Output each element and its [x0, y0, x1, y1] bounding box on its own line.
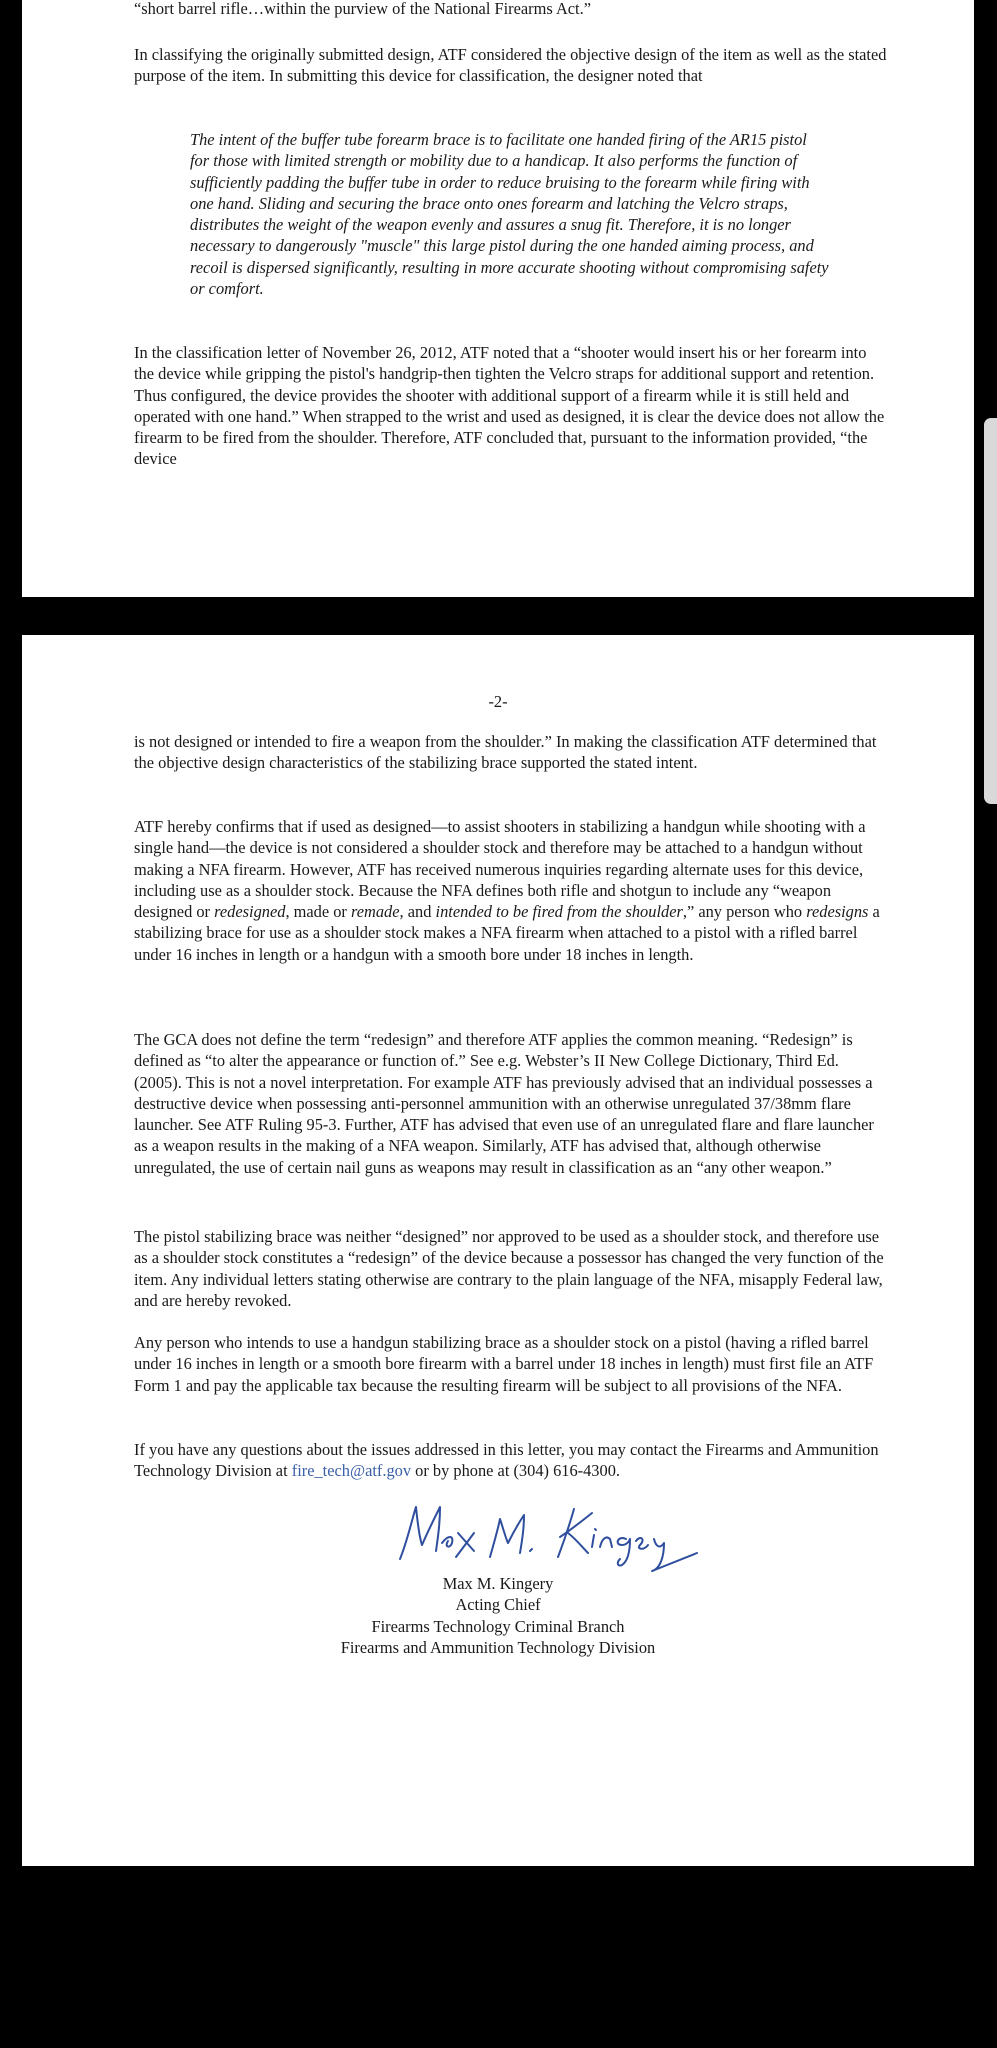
text-run: or by phone at (304) 616-4300.	[411, 1461, 620, 1481]
paragraph-form-1: Any person who intends to use a handgun stabilizing brace as a shoulder stock on a pistol (having a rifled barrel under 16 inches in length or a smooth bore firearm with a barrel under 18 inches in length) must first file an ATF Form 1 and pay the applicable tax because the resulting firearm will be subject to all provisions of the NFA.	[134, 1333, 874, 1395]
signer-title: Acting Chief	[455, 1595, 541, 1615]
page-1	[22, 0, 974, 597]
paragraph-classifying: In classifying the originally submitted design, ATF considered the objective design of the item as well as the stated purpose of the item. In submitting this device for classification, the designer noted that	[134, 45, 887, 86]
text-run-italic: redesigns	[806, 902, 869, 922]
signer-division: Firearms and Ammunition Technology Division	[340, 1637, 656, 1657]
text-run: a stabilizing brace for use as a shoulder stock makes a NFA firearm when attached to a pistol with a rifled barrel under 16 inches in length or a handgun with a smooth bore under 18 inches in length.	[134, 902, 880, 964]
signer-name: Max M. Kingery	[442, 1574, 554, 1593]
paragraph-classification-letter: In the classification letter of November 26, 2012, ATF noted that a “shooter would insert his or her forearm into the device while gripping the pistol's handgrip-then tighten the Velcro straps for additional support and retention. Thus configured, the device provides the shooter with additional support of a firearm while it is still held and operated with one hand.” When strapped to the wrist and used as designed, it is clear the device does not allow the firearm to be fired from the shoulder. Therefore, ATF concluded that, pursuant to the information provided, “the device	[134, 343, 885, 469]
page-number: -2-	[488, 692, 508, 711]
scrollbar-handle[interactable]	[984, 418, 997, 804]
signer-branch: Firearms Technology Criminal Branch	[371, 1616, 625, 1636]
text-run-italic: intended to be fired from the shoulder	[435, 902, 683, 922]
text-run: ATF hereby confirms that if used as designed—to assist shooters in stabilizing a handgun while shooting with a single hand—the device is not considered a shoulder stock and therefore may be attached to a handgun without making a NFA firearm. However, ATF has received numerous inquiries regarding alternate uses for this device, including use as a shoulder stock. Because the NFA defines both rifle and shotgun to include any “weapon designed or	[134, 817, 866, 922]
text-run-italic: redesigned	[214, 902, 286, 922]
text-run: ,” any person who	[682, 902, 807, 922]
paragraph-not-approved: The pistol stabilizing brace was neither “designed” nor approved to be used as a shoulder stock, and therefore use as a shoulder stock constitutes a “redesign” of the device because a possessor has changed the very function of the item. Any individual letters stating otherwise are contrary to the plain language of the NFA, misapply Federal law, and are hereby revoked.	[134, 1227, 884, 1310]
paragraph-redesign-meaning: The GCA does not define the term “redesign” and therefore ATF applies the common meaning. “Redesign” is defined as “to alter the appearance or function of.” See e.g. Webster’s II New College Dictionary, Third Ed. (2005). This is not a novel interpretation. For example ATF has previously advised that an individual possesses a destructive device when possessing anti-personnel ammunition with an otherwise unregulated 37/38mm flare launcher. See ATF Ruling 95-3. Further, ATF has advised that even use of an unregulated flare and flare launcher as a weapon results in the making of a NFA weapon. Similarly, ATF has advised that, although otherwise unregulated, the use of certain nail guns as weapons may result in classification as an “any other weapon.”	[134, 1030, 874, 1177]
text-run: and	[403, 902, 436, 922]
designer-quote: The intent of the buffer tube forearm brace is to facilitate one handed firing of the AR15 pistol for those with limited strength or mobility due to a handicap. It also performs the function of sufficiently padding the buffer tube in order to reduce bruising to the forearm while firing with one hand. Sliding and securing the brace onto ones forearm and latching the Velcro straps, distributes the weight of the weapon evenly and assures a snug fit. Therefore, it is no longer necessary to dangerously "muscle" this large pistol during the one handed aiming process, and recoil is dispersed significantly, resulting in more accurate shooting without compromising safety or comfort.	[190, 130, 829, 299]
text-run: If you have any questions about the issues addressed in this letter, you may contact the Firearms and Ammunition Technology Division at	[134, 1440, 879, 1481]
email-link[interactable]: fire_tech@atf.gov	[291, 1461, 412, 1481]
paragraph-contact	[134, 1439, 889, 1482]
paragraph-not-designed: is not designed or intended to fire a weapon from the shoulder.” In making the classification ATF determined that the objective design characteristics of the stabilizing brace supported the stated intent.	[134, 732, 877, 773]
signature-image	[382, 1499, 702, 1579]
text-run-italic: remade,	[350, 902, 404, 922]
signature-block	[22, 1573, 974, 1658]
page-2	[22, 635, 974, 1866]
paragraph-nfa-quote-end: “short barrel rifle…within the purview of the National Firearms Act.”	[134, 0, 591, 18]
text-run: , made or	[285, 902, 351, 922]
paragraph-confirms	[134, 816, 889, 965]
